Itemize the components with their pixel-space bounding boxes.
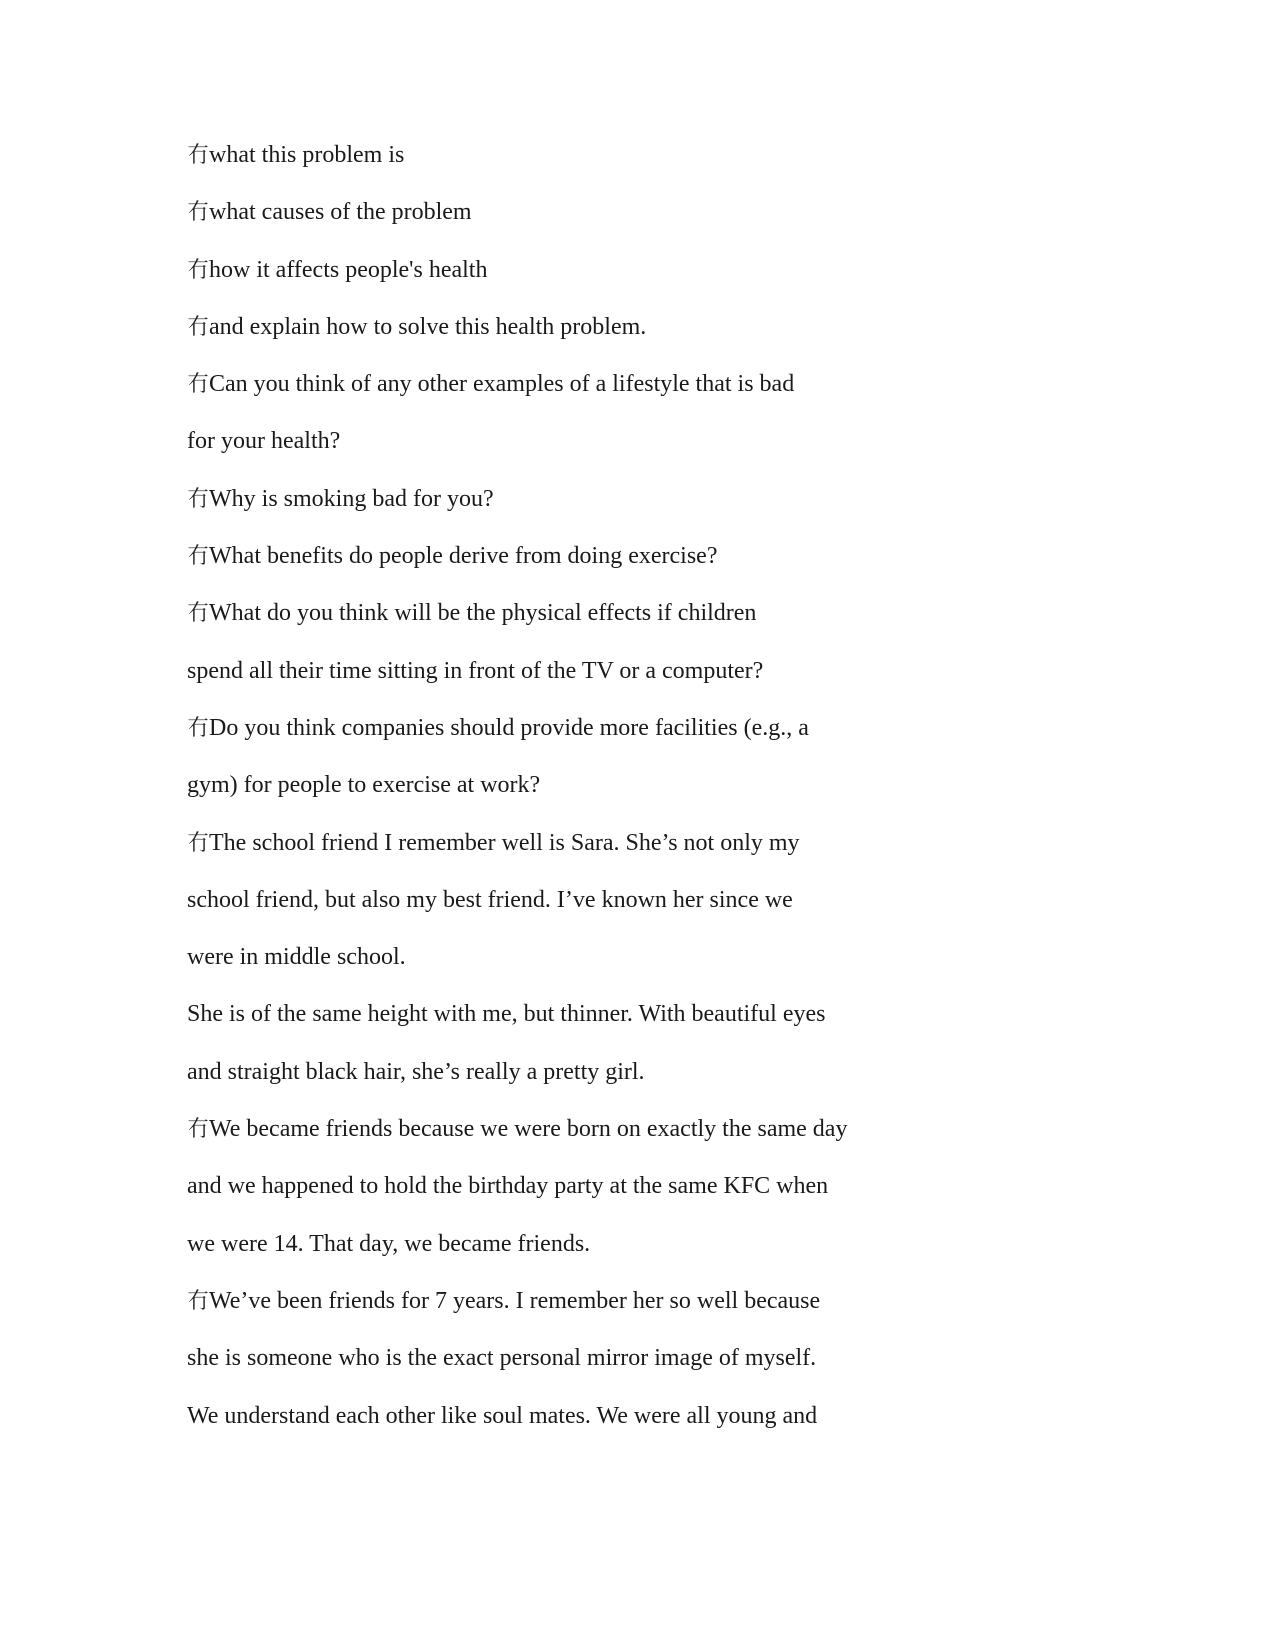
text-line	[187, 255, 1087, 312]
text-line	[187, 770, 1087, 827]
line-text: What benefits do people derive from doing exercise?	[209, 543, 718, 570]
bullet-glyph: 冇	[187, 257, 210, 283]
text-line	[187, 999, 1087, 1056]
line-text: Why is smoking bad for you?	[209, 485, 494, 512]
line-text: she is someone who is the exact personal mirror image of myself.	[187, 1345, 817, 1372]
bullet-glyph: 冇	[187, 601, 210, 627]
line-text: We became friends because we were born on exactly the same day	[209, 1116, 848, 1143]
bullet-glyph: 冇	[187, 1117, 210, 1143]
document-body	[187, 140, 1087, 1458]
line-text: what this problem is	[209, 142, 405, 168]
line-text: What do you think will be the physical effects if children	[209, 600, 757, 627]
line-text: Do you think companies should provide more facilities (e.g., a	[209, 714, 809, 741]
bullet-glyph: 冇	[187, 372, 210, 398]
line-text: The school friend I remember well is Sara. She’s not only my	[209, 829, 800, 856]
text-line	[187, 713, 1087, 770]
text-line	[187, 1057, 1087, 1114]
line-text: how it affects people's health	[209, 256, 488, 283]
text-line	[187, 1114, 1087, 1171]
text-line	[187, 426, 1087, 483]
line-text: gym) for people to exercise at work?	[187, 772, 541, 799]
text-line	[187, 942, 1087, 999]
line-text: school friend, but also my best friend. I’ve known her since we	[187, 886, 793, 913]
text-line	[187, 828, 1087, 885]
text-line	[187, 484, 1087, 541]
line-text: and straight black hair, she’s really a pretty girl.	[187, 1058, 645, 1085]
line-text: what causes of the problem	[209, 199, 472, 226]
line-text: spend all their time sitting in front of the TV or a computer?	[187, 657, 764, 684]
line-text: and explain how to solve this health problem.	[209, 313, 647, 340]
line-text: we were 14. That day, we became friends.	[187, 1230, 591, 1257]
text-line	[187, 1401, 1087, 1458]
bullet-glyph: 冇	[187, 314, 210, 340]
text-line	[187, 140, 1087, 197]
text-line	[187, 1229, 1087, 1286]
text-line	[187, 885, 1087, 942]
text-line	[187, 541, 1087, 598]
line-text: Can you think of any other examples of a lifestyle that is bad	[209, 371, 795, 398]
bullet-glyph: 冇	[187, 715, 210, 741]
text-line	[187, 598, 1087, 655]
text-line	[187, 369, 1087, 426]
line-text: and we happened to hold the birthday party at the same KFC when	[187, 1173, 829, 1200]
text-line	[187, 1171, 1087, 1228]
line-text: We understand each other like soul mates. We were all young and	[187, 1402, 818, 1429]
line-text: for your health?	[187, 428, 341, 455]
bullet-glyph: 冇	[187, 1288, 210, 1314]
bullet-glyph: 冇	[187, 200, 210, 226]
line-text: We’ve been friends for 7 years. I remember her so well because	[209, 1287, 821, 1314]
text-line	[187, 1286, 1087, 1343]
text-line	[187, 312, 1087, 369]
text-line	[187, 1343, 1087, 1400]
line-text: were in middle school.	[187, 944, 406, 971]
bullet-glyph: 冇	[187, 486, 210, 512]
text-line	[187, 656, 1087, 713]
bullet-glyph: 冇	[187, 143, 210, 168]
bullet-glyph: 冇	[187, 830, 210, 856]
line-text: She is of the same height with me, but thinner. With beautiful eyes	[187, 1001, 826, 1028]
text-line	[187, 197, 1087, 254]
bullet-glyph: 冇	[187, 544, 210, 570]
